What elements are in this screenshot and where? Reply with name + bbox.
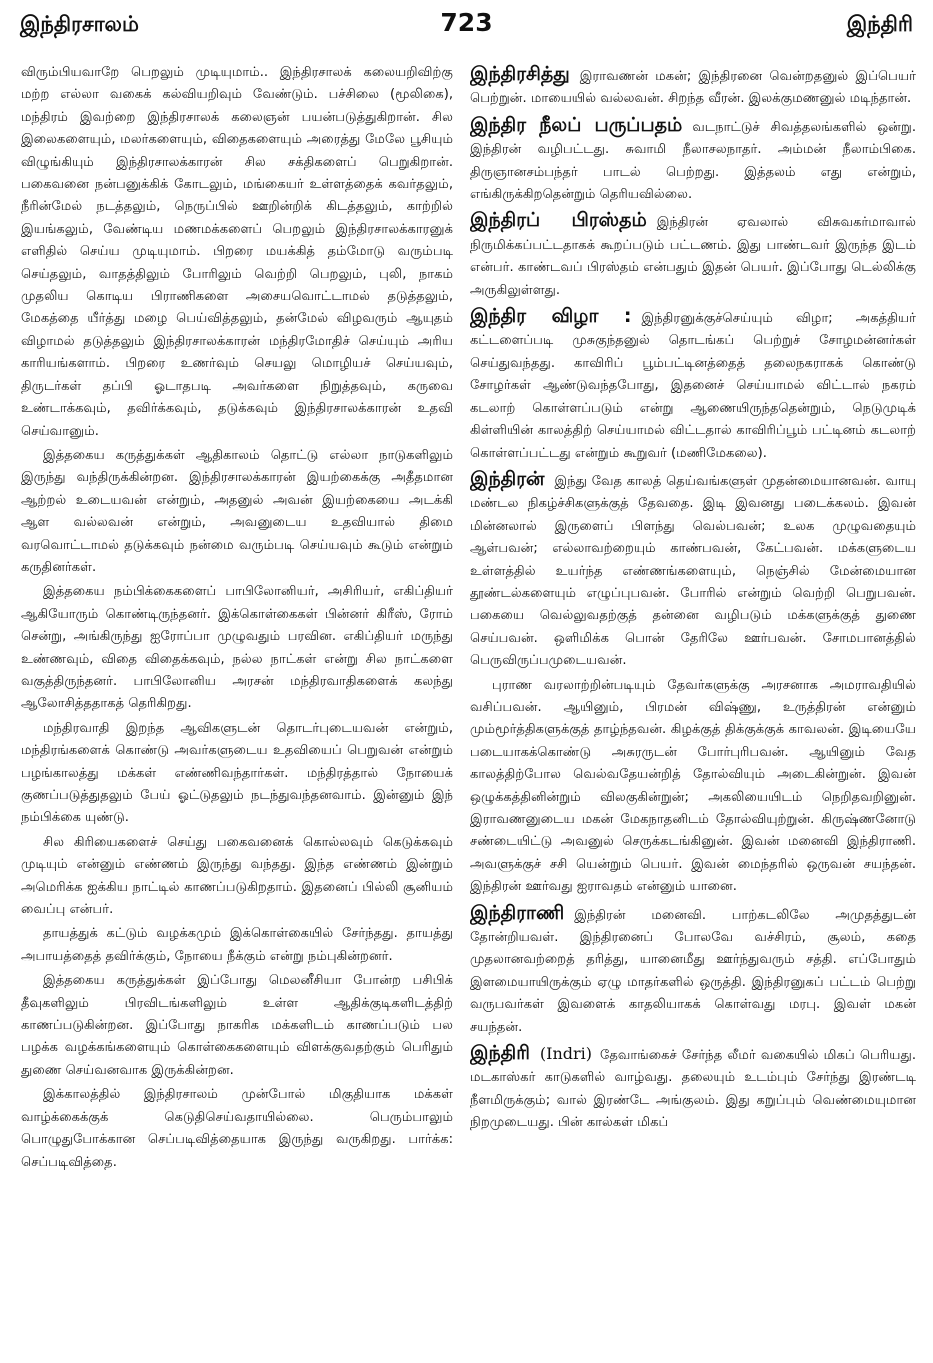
left-column [21,62,453,1354]
entry-indra-vizha [470,304,916,465]
entry-text: இராவணன் மகன்; இந்திரனை வென்றதனுல் இப்பெயர் பெற்றுன். மாயையில் வல்லவன். சிறந்த வீரன். இலக்குமணனுல் மடிந்தான். [470,69,916,107]
entry-text: இந்து வேத காலத் தெய்வங்களுள் முதன்மையானவன். வாயு மண்டல நிகழ்ச்சிகளுக்குத் தேவதை. இடி இவனது படைக்கலம். இவன் மின்னலால் இருளைப் பிளந்து வெல்பவன்; உலக முழுவதையும் ஆள்பவன்; எல்லாவற்றையும் காண்பவன், கேட்பவன். மக்களுடைய உள்ளத்தில் உயர்ந்த எண்ணங்களையும், நெஞ்சில் மேன்மையான தூண்டல்களையும் எழுப்புபவன். போரில் என்றும் வெற்றி பெறுபவன். பகையை வெல்லுவதற்குத் தன்னை வழிபடும் மக்களுக்குத் துணை செய்பவன். ஒளிமிக்க பொன் தேரிலே ஊர்பவன். சோமபானத்தில் பெருவிருப்பமுடையவன். [470,473,916,669]
entry-headword: இந்திரி [470,1042,530,1065]
paragraph: இக்காலத்தில் இந்திரசாலம் முன்போல் மிகுதியாக மக்கள் வாழ்க்கைக்குக் கெடுதிசெய்வதாயில்லை. பெரும்பாலும் பொழுதுபோக்கான செப்படிவித்தையாக இருந்து வருகிறது. பார்க்க: செப்படிவித்தை. [21,1087,453,1170]
entry-indiran-continued [470,675,916,899]
entry-indiran [470,467,916,673]
page-number: 723 [440,8,493,37]
entry-text: இந்திரன் ஏவலால் விசுவகர்மாவால் நிருமிக்கப்பட்டதாகக் கூறப்படும் பட்டணம். இது பாண்டவர் இருந்த இடம் என்பர். காண்டவப் பிரஸ்தம் என்பதும் இதன் பெயர். இப்போது டெல்லிக்கு அருகிலுள்ளது. [470,215,916,298]
paragraph: விரும்பியவாறே பெறலும் முடியுமாம்.. இந்திரசாலக் கலையறிவிற்கு மற்ற எல்லா வகைக் கல்வியறிவும் வேண்டும். பச்சிலை (மூலிகை), மந்திரம் இவற்றை இந்திரசாலக் கலைஞன் பயன்படுத்துகிறான். சில இலைகளையும், மலர்களையும், விதைகளையும் அரைத்து மேலே பூசியும் விழுங்கியும் இந்திரசாலக்காரன் சில சக்திகளைப் பெறுகிறான். பகைவனை நன்பனுக்கிக் கோடலும், மங்கையர் உள்ளத்தைக் கவர்தலும், நீரின்மேல் நடத்தலும், நெருப்பில் ஊறின்றிக் கிடத்தலும், காற்றில் இயங்கலும், வேண்டிய மணமக்களைப் பெறலும் இந்திரசாலக்காரனுக் எளிதில் செய்ய முடியுமாம். பிறரை மயக்கித் தம்மோடு வரும்படி செய்தலும், வாதத்திலும் போரிலும் வெற்றி பெறலும், புலி, நாகம் முதலிய கொடிய பிராணிகளை அசையவொட்டாமல் தடுத்தலும், மேகத்தை யீர்த்து மழை பெய்வித்தலும், தன்மேல் விழவரும் ஆயுதம் விழாமல் தடுத்தலும் இந்திரசாலக்காரன் மந்திரமோதிச் செய்யும் அரிய காரியங்களாம். பிறரை உணர்வும் செயலு மொழியச் செய்யவும், திருடர்கள் தப்பி ஓடாதபடி அவர்களை நிறுத்தவும், கருவை உண்டாக்கவும், தவிர்க்கவும், தடுக்கவும் இந்திரசாலக்காரன் உதவி செய்வானும். [21,65,453,439]
entry-text: தேவாங்கைச் சேர்ந்த லீமர் வகையில் மிகப் பெரியது. மடகாஸ்கர் காடுகளில் வாழ்வது. தலையும் உடம்பும் சேர்ந்து இரண்டடி நீளமிருக்கும்; வால் இரண்டே அங்குலம். இது கறுப்பும் வெண்மையுமான நிறமுடையது. பின் கால்கள் மிகப் [470,1048,916,1131]
right-column [470,62,916,1354]
running-head-right: இந்திரி [846,12,913,36]
entry-headword: இந்திர நீலப் பருப்பதம் [470,113,683,136]
entry-text: வடநாட்டுச் சிவத்தலங்களில் ஒன்று. இந்திரன் வழிபட்டது. சுவாமி நீலாசலநாதர். அம்மன் நீலாம்பிகை. திருஞானசம்பந்தர் பாடல் பெற்றது. இத்தலம் எது என்றும், எங்கிருக்கிறதென்றும் தெரியவில்லை. [470,119,916,203]
page-header [20,8,913,48]
entry-latin-name: (Indri) [539,1044,593,1064]
entry-indri [470,1041,916,1135]
paragraph: இத்தகைய நம்பிக்கைகளைப் பாபிலோனியர், அசிரியர், எகிப்தியர் ஆகியோரும் கொண்டிருந்தனர். இக்கொள்கைகள் பின்னர் கிரீஸ், ரோம் சென்று, அங்கிருந்து ஐரோப்பா முழுவதும் பரவின. எகிப்தியர் மருந்து உண்ணவும், விதை விதைக்கவும், நல்ல நாட்கள் என்று சில நாட்களை வகுத்திருந்தனர். பாபிலோனிய அரசன் மந்திரவாதிகளைக் கலந்து ஆலோசித்ததாகத் தெரிகிறது. [21,584,453,712]
paragraph: இத்தகைய கருத்துக்கள் இப்போது மெலனீசியா போன்ற பசிபிக் தீவுகளிலும் பிரவிடங்களிலும் உள்ள ஆதிக்குடிகளிடத்திற் காணப்படுகின்றன. இப்போது நாகரிக மக்களிடம் காணப்படும் பல பழக்க வழக்கங்களையும் கொள்கைகளையும் விளக்குவதற்கும் பெரிதும் துணை செய்வனவாக இருக்கின்றன. [21,973,453,1078]
entry-headword: இந்திராணி [470,901,565,924]
entry-headword: இந்திர விழா : [470,305,632,328]
entry-headword: இந்திரப் பிரஸ்தம் [470,209,647,232]
paragraph: தாயத்துக் கட்டும் வழக்கமும் இக்கொள்கையில் சேர்ந்தது. தாயத்து அபாயத்தைத் தவிர்க்கும், நோயை நீக்கும் என்று நம்புகின்றனர். [21,926,453,964]
entry-indrasithu [470,62,916,111]
entry-headword: இந்திரன் [470,467,545,490]
entry-indraprastham [470,208,916,302]
entry-text: புராண வரலாற்றின்படியும் தேவர்களுக்கு அரசனாக அமராவதியில் வசிப்பவன். ஆயினும், பிரமன் விஷ்ணு, உருத்திரன் என்னும் மும்மூர்த்திகளுக்குத் தாழ்ந்தவன். கிழக்குத் திக்குக்குக் காவலன். இடியையே படையாகக்கொண்டு அசுரருடன் போர்புரிபவன். ஆயினும் வேத காலத்திற்போல வெல்வதேயன்றித் தோல்வியும் அடைகின்றுன். இவன் ஒழுக்கத்தினின்றும் விலகுகின்றுன்; அகலியையிடம் நெறிதவறினுன். இராவணனுடைய மகன் மேகநாதனிடம் தோல்வியுற்றுன். கிருஷ்ணனோடு சண்டையிட்டு அவனுல் செருக்கடங்கினுன். இவன் மனைவி இந்திராணி. அவளுக்குச் சசி யென்றும் பெயர். இவன் மைந்தரில் ஒருவன் சயந்தன். இந்திரன் ஊர்வது ஐராவதம் என்னும் யானை. [470,677,916,895]
entry-text: இந்திரன் மனைவி. பாற்கடலிலே அமுதத்துடன் தோன்றியவள். இந்திரனைப் போலவே வச்சிரம், சூலம், கதை முதலானவற்றைத் தரித்து, யானைமீது ஊர்ந்துவரும் சத்தி. எப்போதும் இளமையாயிருக்கும் ஏழு மாதர்களில் ஒருத்தி. இந்திரனுகப் பட்டம் பெற்று வருபவர்கள் இவளைக் காதலியாகக் கொள்வது மரபு. இவள் மகன் சயந்தன். [470,907,916,1035]
entry-headword: இந்திரசித்து [470,63,570,85]
running-head-left: இந்திரசாலம் [20,12,139,36]
entry-text: இந்திரனுக்குச்செய்யும் விழா; அகத்தியர் கட்டளைப்படி முசுகுந்தனுல் தொடங்கப் பெற்றுச் சோழமன்னர்கள் செய்துவந்தது. காவிரிப் பூம்பட்டினத்தைத் தலைநகராகக் கொண்டு சோழர்கள் ஆண்டுவந்தபோது, இதனைச் செய்யாமல் விட்டால் நகரம் கடலாற் கொள்ளப்படும் என்று ஆணையிருந்ததென்றும், நெடுமுடிக் கிள்ளியின் காலத்திற் செய்யாமல் விட்டதால் காவிரிப்பூம் பட்டினம் கடலாற் கொள்ளப்பட்டது என்றும் கூறுவர் (மணிமேகலை). [470,311,916,461]
entry-indrani [470,901,916,1039]
paragraph: மந்திரவாதி இறந்த ஆவிகளுடன் தொடர்புடையவன் என்றும், மந்திரங்களைக் கொண்டு அவர்களுடைய உதவியைப் பெறுவன் என்றும் பழங்காலத்து மக்கள் எண்ணிவந்தார்கள். மந்திரத்தால் நோயைக் குணப்படுத்துதலும் பேய் ஓட்டுதலும் நடந்துவந்தனவாம். இன்னும் இந் நம்பிக்கை யுண்டு. [21,720,453,826]
paragraph: இத்தகைய கருத்துக்கள் ஆதிகாலம் தொட்டு எல்லா நாடுகளிலும் இருந்து வந்திருக்கின்றன. இந்திரசாலக்காரன் இயற்கைக்கு அதீதமான ஆற்றல் உடையவன் என்றும், அதனுல் அவன் இயற்கையை அடக்கி ஆள வல்லவன் என்றும், அவனுடைய உதவியால் திமை வரவொட்டாமல் தடுக்கவும் நன்மை வரும்படி செய்யவும் கூடும் என்றும் கருதினர்கள். [21,447,453,575]
paragraph: சில கிரியைகளைச் செய்து பகைவனைக் கொல்லவும் கெடுக்கவும் முடியும் என்னும் எண்ணம் இருந்து வந்தது. இந்த எண்ணம் இன்றும் அமெரிக்க ஐக்கிய நாட்டில் காணப்படுகிறதாம். இதனைப் பில்லி சூனியம் வைப்பு என்பர். [21,834,453,918]
entry-indra-neela-paruppatham [470,113,916,207]
